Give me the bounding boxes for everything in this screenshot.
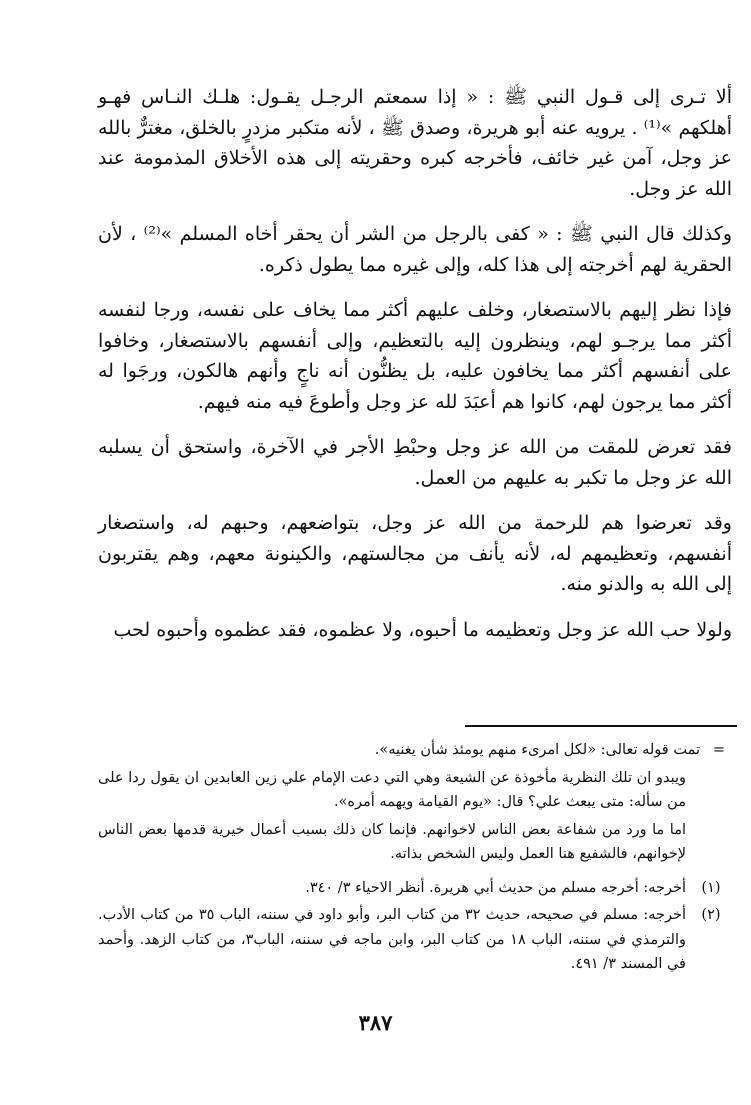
footnotes [98, 738, 732, 980]
page-number: ٣٨٧ [358, 1010, 393, 1035]
footnote-text: اما ما ورد من شفاعة بعض الناس لاخوانهم. فإنما كان ذلك بسبب أعمال خيرية قدمها بعض الناس لإخوانهم، فالشفيع هنا العمل وليس الشخص بذاته. [98, 821, 686, 862]
body-paragraph: وقد تعرضوا هم للرحمة من الله عز وجل، بتواضعهم، وحبهم له، واستصغار أنفسهم، وتعظيمهم له، لأنه يأنف من مجالستهم، والكينونة معهم، وهم يقتربون إلى الله به والدنو منه. [98, 512, 732, 595]
body-paragraph: وكذلك قال النبي ﷺ : « كفى بالرجل من الشر أن يحقر أخاه المسلم »⁽²⁾ ، لأن الحقرية لهم أخرجته إلى هذا كله، وإلى غيره مما يطول ذكره. [98, 223, 732, 276]
body-paragraph: فقد تعرض للمقت من الله عز وجل وحبْطِ الأجر في الآخرة، واستحق أن يسلبه الله عز وجل ما تكبر به عليهم من العمل. [98, 436, 732, 489]
footnote-divider [465, 725, 737, 727]
continuation-marker: = [712, 742, 726, 758]
footnote-continuation [98, 818, 732, 867]
body-paragraph: فإذا نظر إليهم بالاستصغار، وخلف عليهم أكثر مما يخاف على نفسه، ورجا لنفسه أكثر مما يرجـو لهم، وينظرون إليه بالتعظيم، وإلى أنفسهم بالاستصغار، وخافوا على أنفسهم أكثر مما يخافون عليه، بل يظنُّون أنه ناجٍ وأنهم هالكون، ورجَوا له أكثر مما يرجون لهم، كانوا هم أعبَدَ لله عز وجل وأطوعَ فيه منه فيهم. [98, 299, 732, 413]
main-text [98, 82, 732, 660]
body-paragraph: ولولا حب الله عز وجل وتعظيمه ما أحبوه، ولا عظموه، فقد عظموه وأحبوه لحب [113, 618, 732, 641]
footnote-text: ويبدو ان تلك النظرية مأخوذة عن الشيعة وهي التي دعت الإمام علي زين العابدين ان يقول ردا على من سأله: متى يبعث علي؟ قال: «يوم القيامة ويهمه أمره». [98, 769, 686, 810]
footnote-text: أخرجه: أخرجه مسلم من حديث أبي هريرة. أنظر الاحياء ٣/ ٣٤٠. [305, 879, 686, 896]
footnote-1 [98, 876, 732, 901]
body-paragraph: ألا تـرى إلى قـول النبي ﷺ : « إذا سمعتم الرجـل يقـول: هلـك النـاس فهـو أهلكهم »⁽¹⁾ . يرويه عنه أبو هريرة، وصدق ﷺ ، لأنه متكبر مزدرٍ بالخلق، مغترٌّ بالله عز وجل، آمن غير خائف، فأخرجه كبره وحقريته إلى هذه الأخلاق المذمومة عند الله عز وجل. [98, 86, 732, 200]
footnote-continuation [98, 766, 732, 815]
footnote-continuation [98, 738, 732, 763]
footnote-marker: (١) [701, 879, 721, 896]
footnote-text: تمت قوله تعالى: «لكل امرىء منهم يومئذ شأن يغنيه». [374, 742, 700, 758]
footnote-text: أخرجه: مسلم في صحيحه، حديث ٣٢ من كتاب البر، وأبو داود في سننه، الباب ٣٥ من كتاب الأدب. والترمذي في سننه، الباب ١٨ من كتاب البر، وابن ماجه في سننه، الباب٣، من كتاب الزهد. وأحمد في المسند ٣/ ٤٩١. [98, 907, 686, 972]
footnote-2 [98, 903, 732, 977]
footnote-marker: (٢) [701, 907, 721, 923]
